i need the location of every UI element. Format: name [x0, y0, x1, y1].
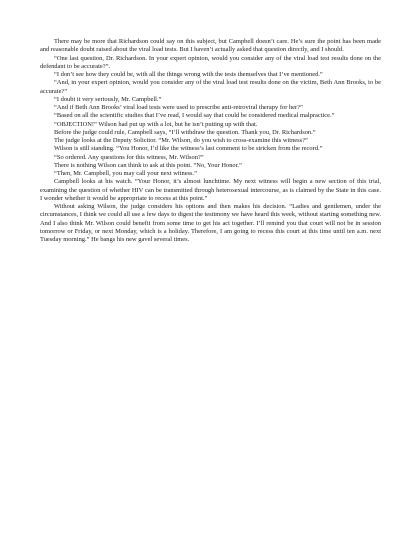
document-page [40, 38, 381, 244]
paragraph: “OBJECTION!” Wilson had put up with a lot, but he isn’t putting up with that. [54, 120, 258, 128]
paragraph: Campbell looks at his watch. “Your Honor, it’s almost lunchtime. My next witness will begin a new section of this trial, examining the question of whether HIV can be transmitted through heterosexual intercourse, as is claimed by the State in this case. I wonder whether it would be appropriate to recess at this point.” [40, 178, 381, 202]
paragraph: Before the judge could rule, Campbell says, “I’ll withdraw the question. Thank you, Dr. Richardson.” [54, 128, 316, 136]
paragraph: “I don’t see how they could be, with all the things wrong with the tests themselves that I’ve mentioned.” [54, 71, 323, 78]
paragraph: “One last question, Dr. Richardson. In your expert opinion, would you consider any of the viral load test results done on the defendant to be accurate?”. [40, 54, 381, 70]
paragraph: The judge looks at the Deputy Solicitor. “Mr. Wilson, do you wish to cross-examine this witness?” [54, 137, 308, 144]
paragraph: There is nothing Wilson can think to ask at this point. “No, Your Honor.” [54, 161, 242, 169]
paragraph: Without asking Wilson, the judge considers his options and then makes his decision. “Ladies and gentlemen, under the circumstances, I think we could all use a few days to digest the testimony we have heard this week, without starting something new. And I also think Mr. Wilson could benefit from some time to get his act together. I’ll remind you that court will not be in session tomorrow or Friday, or next Monday, which is a holiday. Therefore, I am going to recess this court at this time until ten a.m. next Tuesday morning.” He bangs his new gavel several times. [40, 203, 381, 243]
paragraph: “So ordered. Any questions for this witness, Mr. Wilson?” [54, 153, 204, 161]
paragraph: “And if Beth Ann Brooks’ viral load tests were used to prescribe anti-retroviral therapy for her?” [54, 104, 303, 111]
paragraph: “And, in your expert opinion, would you consider any of the viral load test results done on the victim, Beth Ann Brooks, to be accurate?” [40, 79, 381, 95]
paragraph: “Then, Mr. Campbell, you may call your next witness.” [54, 170, 198, 177]
paragraph: Wilson is still standing. “You Honor, I’d like the witness’s last comment to be stricken from the record.” [54, 145, 323, 153]
paragraph: “I doubt it very seriously, Mr. Campbell.” [54, 95, 162, 103]
paragraph: There may be more that Richardson could say on this subject, but Campbell doesn’t care. He’s sure the point has been made and reasonable doubt raised about the viral load tests. But I haven’t actually asked that question directly, and I should. [40, 38, 381, 54]
paragraph: “Based on all the scientific studies that I’ve read, I would say that could be considered medical malpractice.” [54, 112, 335, 120]
